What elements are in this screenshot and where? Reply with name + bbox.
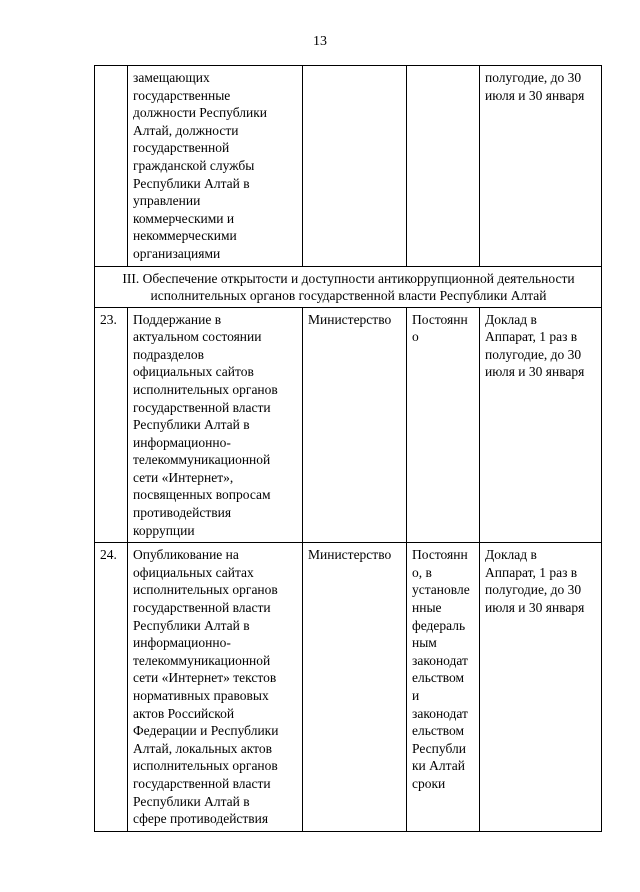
text-line: федераль (412, 617, 466, 633)
deadline-cell (407, 307, 480, 543)
text-line: Аппарат, 1 раз в (485, 329, 578, 345)
text-line: официальных сайтов (133, 364, 254, 380)
text-line: полугодие, до 30 (485, 582, 582, 598)
text-line: телекоммуникационной (133, 452, 271, 468)
text-line: Постоянн (412, 311, 468, 327)
report-text (485, 69, 597, 104)
measures-table (94, 65, 602, 832)
deadline-cell (407, 66, 480, 267)
text-line: актов Российской (133, 705, 235, 721)
text-line: государственной власти (133, 775, 271, 791)
text-line: июля и 30 января (485, 364, 585, 380)
text-line: Доклад в (485, 547, 537, 563)
text-line: Федерации и Республики (133, 723, 279, 739)
report-text (485, 311, 597, 381)
text-line: информационно- (133, 635, 231, 651)
text-line: ным (412, 635, 437, 651)
executor-cell (303, 66, 407, 267)
report-cell (480, 543, 602, 832)
text-line: нные (412, 600, 442, 616)
text-line: о (412, 329, 419, 345)
text-line: полугодие, до 30 (485, 70, 582, 85)
text-line: посвященных вопросам (133, 487, 271, 503)
text-line: Алтай, локальных актов (133, 740, 273, 756)
text-line: коммерческими и (133, 210, 235, 226)
row-number: 24. (95, 543, 128, 832)
text-line: ельством (412, 723, 465, 739)
text-line: сроки (412, 775, 446, 791)
deadline-cell (407, 543, 480, 832)
row-number: 23. (95, 307, 128, 543)
text-line: исполнительных органов (133, 758, 278, 774)
report-text (485, 546, 597, 616)
text-line: законодат (412, 652, 468, 668)
table-row (95, 543, 602, 832)
text-line: исполнительных органов (133, 381, 278, 397)
text-line: управлении (133, 193, 201, 209)
section-title: III. Обеспечение открытости и доступности антикоррупционной деятельности исполнительных органов государственной власти Республики Алтай (95, 266, 602, 307)
text-line: государственной (133, 140, 230, 156)
text-line: Поддержание в (133, 311, 222, 327)
text-line: и (412, 688, 420, 703)
text-line: полугодие, до 30 (485, 346, 582, 362)
text-line: Республики Алтай в (133, 175, 250, 191)
text-line: должности Республики (133, 105, 268, 121)
measure-cell (128, 543, 303, 832)
text-line: Республики Алтай в (133, 417, 250, 433)
text-line: законодат (412, 705, 468, 721)
measure-text (133, 546, 298, 828)
text-line: Доклад в (485, 311, 537, 327)
text-line: коррупции (133, 522, 195, 538)
report-cell (480, 307, 602, 543)
text-line: гражданской службы (133, 157, 255, 173)
measure-text (133, 311, 298, 540)
text-line: Алтай, должности (133, 122, 239, 138)
text-line: организациями (133, 245, 221, 261)
text-line: некоммерческими (133, 228, 237, 244)
text-line: сети «Интернет» текстов (133, 670, 277, 686)
text-line: нормативных правовых (133, 688, 269, 703)
text-line: Опубликование на (133, 547, 239, 563)
section-header-row (95, 266, 602, 307)
text-line: установле (412, 582, 470, 598)
text-line: замещающих (133, 70, 210, 85)
executor-cell: Министерство (303, 307, 407, 543)
text-line: июля и 30 января (485, 87, 585, 103)
executor-cell: Министерство (303, 543, 407, 832)
text-line: государственной власти (133, 399, 271, 415)
text-line: Аппарат, 1 раз в (485, 564, 578, 580)
deadline-text (412, 311, 475, 346)
text-line: информационно- (133, 434, 231, 450)
report-cell (480, 66, 602, 267)
page-number: 13 (313, 34, 327, 49)
text-line: актуальном состоянии (133, 329, 262, 345)
text-line: о, в (412, 564, 432, 580)
table-row-continued (95, 66, 602, 267)
text-line: сфере противодействия (133, 811, 269, 827)
measure-cell (128, 66, 303, 267)
text-line: противодействия (133, 505, 232, 521)
deadline-text (412, 546, 475, 792)
text-line: исполнительных органов (133, 582, 278, 598)
text-line: ки Алтай (412, 758, 465, 774)
text-line: официальных сайтах (133, 564, 254, 580)
text-line: сети «Интернет», (133, 469, 234, 485)
table-row (95, 307, 602, 543)
measure-text (133, 69, 298, 263)
text-line: телекоммуникационной (133, 652, 271, 668)
text-line: июля и 30 января (485, 600, 585, 616)
text-line: Республики Алтай в (133, 793, 250, 809)
text-line: государственные (133, 87, 231, 103)
text-line: государственной власти (133, 600, 271, 616)
text-line: Республики Алтай в (133, 617, 250, 633)
number-cell (95, 66, 128, 267)
text-line: подразделов (133, 346, 205, 362)
measure-cell (128, 307, 303, 543)
text-line: Республи (412, 740, 466, 756)
text-line: ельством (412, 670, 465, 686)
text-line: Постоянн (412, 547, 468, 563)
